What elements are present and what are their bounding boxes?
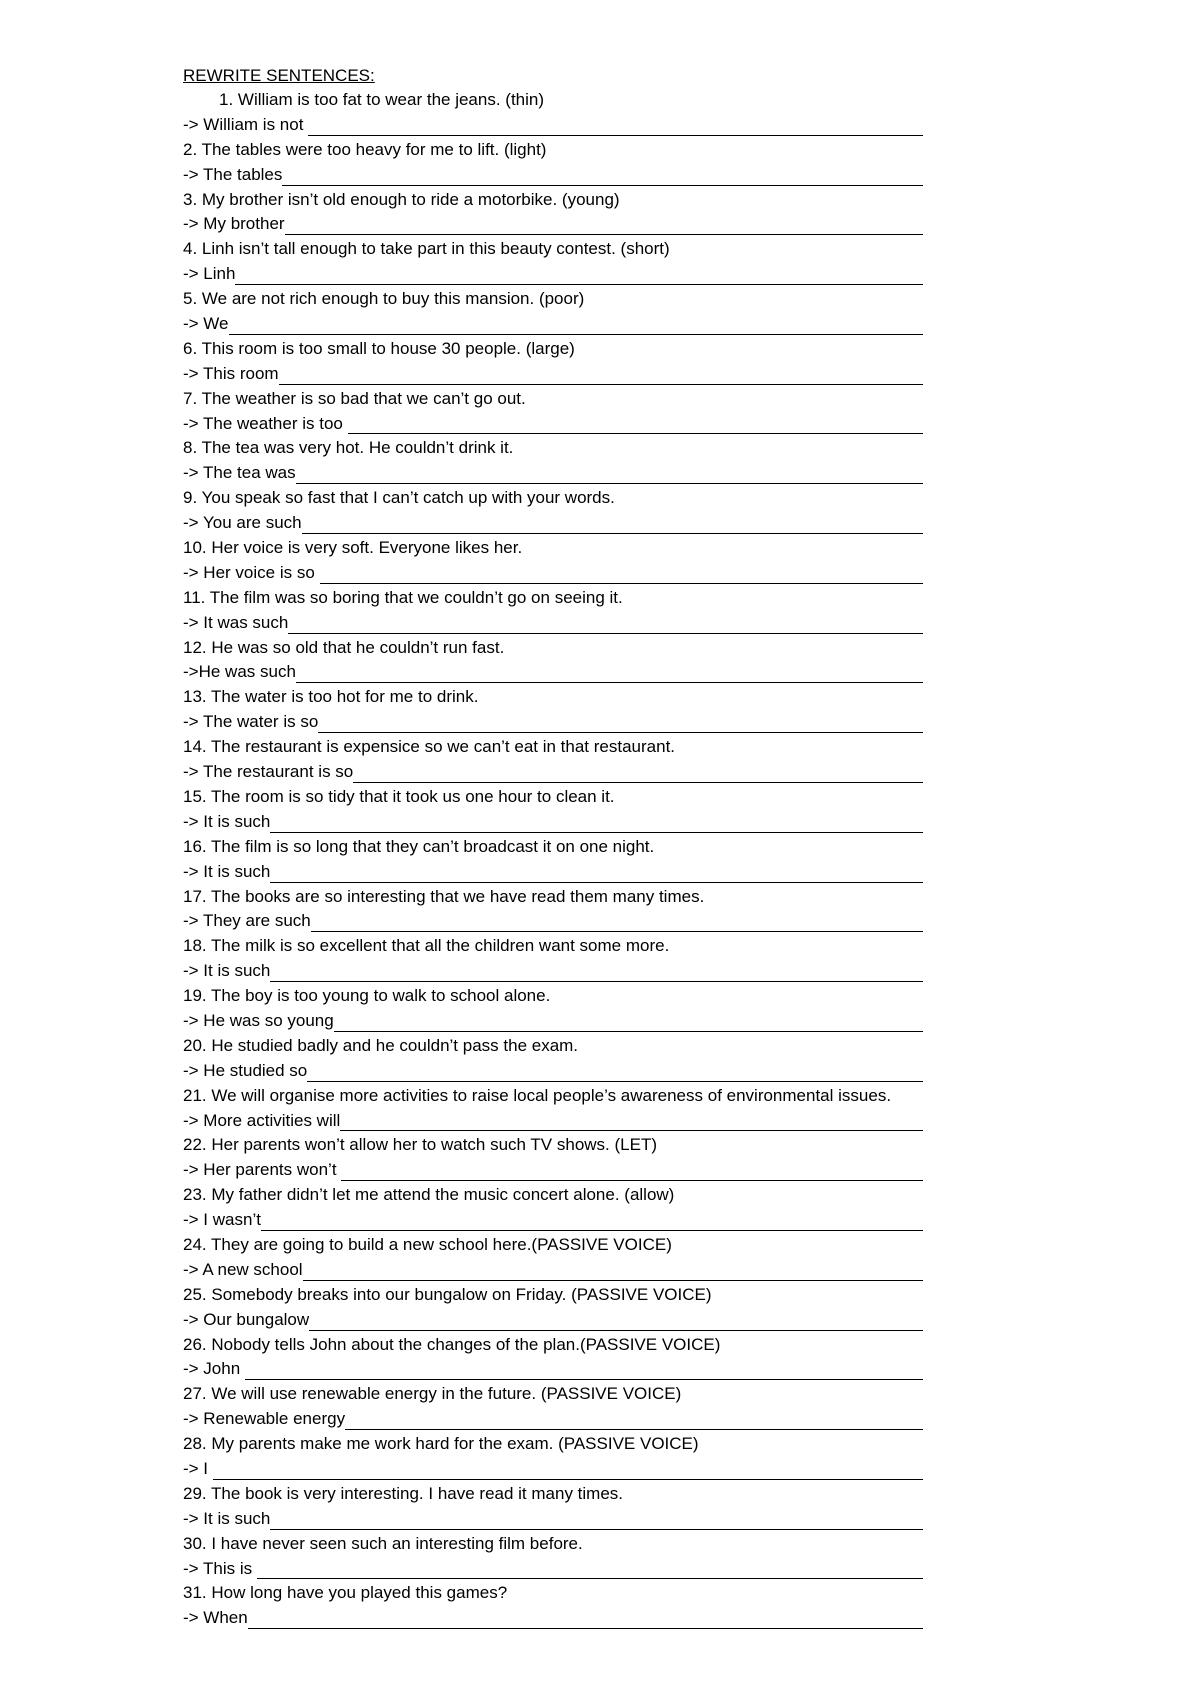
answer-blank[interactable] [229,317,923,335]
answer-line[interactable] [183,511,923,536]
worksheet [183,64,923,1631]
answer-line[interactable] [183,1507,923,1532]
answer-line[interactable] [183,312,923,337]
exercise-list [183,88,923,1631]
exercise-question: 23. My father didn’t let me attend the music concert alone. (allow) [183,1185,675,1205]
exercise-item [183,536,923,586]
exercise-question: 30. I have never seen such an interesting film before. [183,1533,583,1553]
answer-line[interactable] [183,959,923,984]
answer-prefix: -> The tea was [183,463,296,483]
answer-line[interactable] [183,1258,923,1283]
exercise-item [183,1333,923,1383]
answer-line[interactable] [183,1457,923,1482]
worksheet-title: REWRITE SENTENCES: [183,66,375,85]
answer-blank[interactable] [245,1362,923,1380]
answer-blank[interactable] [270,1512,923,1530]
answer-prefix: -> This is [183,1558,257,1578]
exercise-item [183,636,923,686]
exercise-question: 5. We are not rich enough to buy this mansion. (poor) [183,289,585,309]
answer-prefix: -> We [183,314,229,333]
answer-line[interactable] [183,810,923,835]
answer-prefix: -> John [183,1359,245,1379]
exercise-item [183,1432,923,1482]
answer-line[interactable] [183,660,923,685]
answer-prefix: -> William is not [183,114,309,134]
answer-line[interactable] [183,1557,923,1582]
answer-line[interactable] [183,1407,923,1432]
exercise-item [183,785,923,835]
answer-line[interactable] [183,909,923,934]
answer-blank[interactable] [282,168,923,186]
exercise-item [183,1283,923,1333]
exercise-question: 26. Nobody tells John about the changes of the plan.(PASSIVE VOICE) [183,1334,721,1354]
exercise-item [183,188,923,238]
answer-line[interactable] [183,262,923,287]
answer-blank[interactable] [348,416,923,434]
answer-blank[interactable] [288,616,923,634]
answer-line[interactable] [183,860,923,885]
answer-line[interactable] [183,1208,923,1233]
answer-blank[interactable] [334,1014,923,1032]
answer-line[interactable] [183,212,923,237]
answer-prefix: -> The restaurant is so [183,762,354,782]
answer-prefix: -> My brother [183,214,285,234]
exercise-item [183,237,923,287]
answer-line[interactable] [183,1308,923,1333]
answer-line[interactable] [183,1009,923,1034]
answer-prefix: -> You are such [183,513,302,533]
exercise-question: 10. Her voice is very soft. Everyone likes her. [183,538,523,558]
answer-line[interactable] [183,163,923,188]
answer-line[interactable] [183,113,923,138]
answer-prefix: -> The tables [183,164,283,184]
answer-prefix: -> Her voice is so [183,562,320,582]
exercise-item [183,486,923,536]
answer-blank[interactable] [307,1064,923,1082]
answer-blank[interactable] [341,1163,923,1181]
answer-blank[interactable] [270,964,923,982]
answer-blank[interactable] [302,516,923,534]
answer-prefix: -> Her parents won’t [183,1160,342,1180]
answer-blank[interactable] [285,217,923,235]
answer-blank[interactable] [296,466,923,484]
exercise-item [183,735,923,785]
answer-line[interactable] [183,412,923,437]
answer-prefix: -> He studied so [183,1060,308,1080]
exercise-question: 8. The tea was very hot. He couldn’t drink it. [183,438,514,458]
exercise-question: 3. My brother isn’t old enough to ride a motorbike. (young) [183,189,620,209]
answer-prefix: ->He was such [183,662,296,682]
exercise-item [183,1581,923,1631]
exercise-question: 22. Her parents won’t allow her to watch such TV shows. (LET) [183,1135,657,1155]
answer-blank[interactable] [303,1263,923,1281]
exercise-item [183,1133,923,1183]
answer-blank[interactable] [320,566,923,584]
exercise-item [183,1233,923,1283]
answer-blank[interactable] [279,367,923,385]
exercise-item [183,138,923,188]
answer-blank[interactable] [235,267,923,285]
answer-blank[interactable] [248,1611,923,1629]
exercise-question: 18. The milk is so excellent that all the children want some more. [183,936,670,956]
answer-prefix: -> I wasn’t [183,1210,261,1230]
exercise-question: 19. The boy is too young to walk to school alone. [183,986,551,1006]
exercise-question: 12. He was so old that he couldn’t run fast. [183,637,505,657]
answer-prefix: -> It was such [183,612,289,632]
answer-line[interactable] [183,362,923,387]
answer-line[interactable] [183,760,923,785]
exercise-question: 2. The tables were too heavy for me to lift. (light) [183,139,547,159]
exercise-item [183,1532,923,1582]
answer-prefix: -> The water is so [183,712,319,732]
exercise-item [183,1084,923,1134]
answer-prefix: -> Linh [183,264,236,284]
exercise-question: 25. Somebody breaks into our bungalow on Friday. (PASSIVE VOICE) [183,1284,712,1304]
exercise-question: 11. The film was so boring that we couldn’t go on seeing it. [183,587,623,607]
exercise-item [183,287,923,337]
answer-line[interactable] [183,1109,923,1134]
answer-blank[interactable] [213,1462,923,1480]
answer-prefix: -> This room [183,363,279,383]
answer-prefix: -> They are such [183,911,311,931]
answer-blank[interactable] [296,665,923,683]
exercise-question: 13. The water is too hot for me to drink. [183,687,479,707]
answer-prefix: -> I [183,1458,213,1478]
exercise-item [183,436,923,486]
answer-blank[interactable] [353,765,923,783]
answer-line[interactable] [183,1059,923,1084]
answer-prefix: -> It is such [183,861,271,881]
exercise-question: 15. The room is so tidy that it took us one hour to clean it. [183,786,615,806]
answer-prefix: -> Renewable energy [183,1409,346,1429]
answer-prefix: -> It is such [183,1508,271,1528]
exercise-item [183,984,923,1034]
exercise-question: 4. Linh isn’t tall enough to take part in this beauty contest. (short) [183,239,670,259]
exercise-question: 21. We will organise more activities to raise local people’s awareness of environmental issues. [183,1085,892,1105]
answer-blank[interactable] [309,1313,923,1331]
answer-line[interactable] [183,710,923,735]
exercise-item [183,1183,923,1233]
answer-blank[interactable] [318,715,923,733]
exercise-question: 7. The weather is so bad that we can’t go out. [183,388,526,408]
exercise-question: 20. He studied badly and he couldn’t pass the exam. [183,1035,579,1055]
answer-prefix: -> It is such [183,961,271,981]
exercise-item [183,88,923,138]
answer-blank[interactable] [311,914,923,932]
exercise-item [183,934,923,984]
answer-line[interactable] [183,1158,923,1183]
exercise-item [183,1382,923,1432]
exercise-item [183,835,923,885]
answer-blank[interactable] [308,118,923,136]
exercise-question: 1. William is too fat to wear the jeans. (thin) [219,90,545,109]
answer-prefix: -> A new school [183,1259,303,1279]
answer-blank[interactable] [257,1561,923,1579]
exercise-question: 28. My parents make me work hard for the exam. (PASSIVE VOICE) [183,1434,699,1454]
exercise-question: 31. How long have you played this games? [183,1583,508,1603]
exercise-item [183,685,923,735]
exercise-item [183,586,923,636]
exercise-question: 16. The film is so long that they can’t broadcast it on one night. [183,836,655,856]
exercise-question: 14. The restaurant is expensice so we can’t eat in that restaurant. [183,737,676,757]
answer-blank[interactable] [261,1213,923,1231]
answer-blank[interactable] [340,1113,923,1131]
exercise-question: 9. You speak so fast that I can’t catch up with your words. [183,488,615,508]
answer-prefix: -> The weather is too [183,413,348,433]
answer-line[interactable] [183,461,923,486]
answer-prefix: -> He was so young [183,1010,334,1030]
exercise-item [183,1034,923,1084]
answer-line[interactable] [183,1357,923,1382]
answer-blank[interactable] [345,1412,923,1430]
exercise-question: 6. This room is too small to house 30 people. (large) [183,338,575,358]
exercise-question: 29. The book is very interesting. I have read it many times. [183,1483,624,1503]
answer-line[interactable] [183,561,923,586]
answer-line[interactable] [183,611,923,636]
exercise-question: 17. The books are so interesting that we have read them many times. [183,886,705,906]
answer-prefix: -> Our bungalow [183,1309,310,1329]
exercise-item [183,387,923,437]
answer-prefix: -> When [183,1608,248,1628]
answer-blank[interactable] [270,865,923,883]
answer-prefix: -> More activities will [183,1110,341,1130]
exercise-item [183,1482,923,1532]
exercise-item [183,885,923,935]
answer-prefix: -> It is such [183,811,271,831]
answer-blank[interactable] [270,815,923,833]
exercise-question: 24. They are going to build a new school here.(PASSIVE VOICE) [183,1234,672,1254]
exercise-question: 27. We will use renewable energy in the future. (PASSIVE VOICE) [183,1384,682,1404]
exercise-item [183,337,923,387]
answer-line[interactable] [183,1606,923,1631]
